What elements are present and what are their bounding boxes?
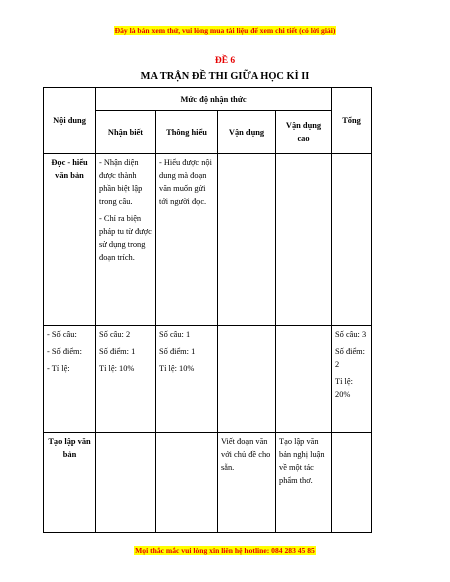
preview-notice-text: Đây là bản xem thử, vui lòng mua tài liệu để xem chi tiết (có lời giải) <box>114 26 336 35</box>
header-apply-high: Vận dụng cao <box>276 111 332 154</box>
header-total: Tổng <box>332 88 372 154</box>
row-writing-understand <box>156 433 218 533</box>
row-stats-apply <box>218 326 276 433</box>
header-understand: Thông hiểu <box>156 111 218 154</box>
header-apply: Vận dụng <box>218 111 276 154</box>
header-level-group: Mức độ nhận thức <box>96 88 332 111</box>
document-title: MA TRẬN ĐỀ THI GIỮA HỌC KÌ II <box>140 71 310 82</box>
header-recognize: Nhận biết <box>96 111 156 154</box>
hotline-text: Mọi thắc mắc vui lòng xin liên hệ hotline: 084 283 45 85 <box>135 546 315 555</box>
row-reading-apply <box>218 154 276 326</box>
row-reading-recognize: - Nhận diện được thành phần biệt lập trong câu. - Chỉ ra biện pháp tu từ được sử dụng trong đoạn trích. <box>96 154 156 326</box>
row-writing-title: Tạo lập văn bản <box>44 433 96 533</box>
header-content: Nội dung <box>44 88 96 154</box>
exam-number: ĐỀ 6 <box>214 56 236 66</box>
row-stats-recognize: Số câu: 2 Số điểm: 1 Tỉ lệ: 10% <box>96 326 156 433</box>
row-writing-apply-high: Tạo lập văn bản nghị luận về một tác phẩm thơ. <box>276 433 332 533</box>
row-writing-total <box>332 433 372 533</box>
row-writing-apply: Viết đoạn văn với chủ đề cho sẵn. <box>218 433 276 533</box>
preview-notice-banner <box>0 26 450 35</box>
row-reading-title: Đọc - hiểu văn bản <box>44 154 96 326</box>
row-reading-total <box>332 154 372 326</box>
row-stats-total: Số câu: 3 Số điểm: 2 Tỉ lệ: 20% <box>332 326 372 433</box>
hotline-banner <box>0 546 450 555</box>
row-stats-apply-high <box>276 326 332 433</box>
exam-matrix-table <box>43 87 372 533</box>
row-reading-apply-high <box>276 154 332 326</box>
row-writing-recognize <box>96 433 156 533</box>
row-reading-understand: - Hiểu được nội dung mà đoạn văn muốn gửi tới người đọc. <box>156 154 218 326</box>
row-stats-labels: - Số câu: - Số điểm: - Tỉ lệ: <box>44 326 96 433</box>
row-stats-understand: Số câu: 1 Số điểm: 1 Tỉ lệ: 10% <box>156 326 218 433</box>
